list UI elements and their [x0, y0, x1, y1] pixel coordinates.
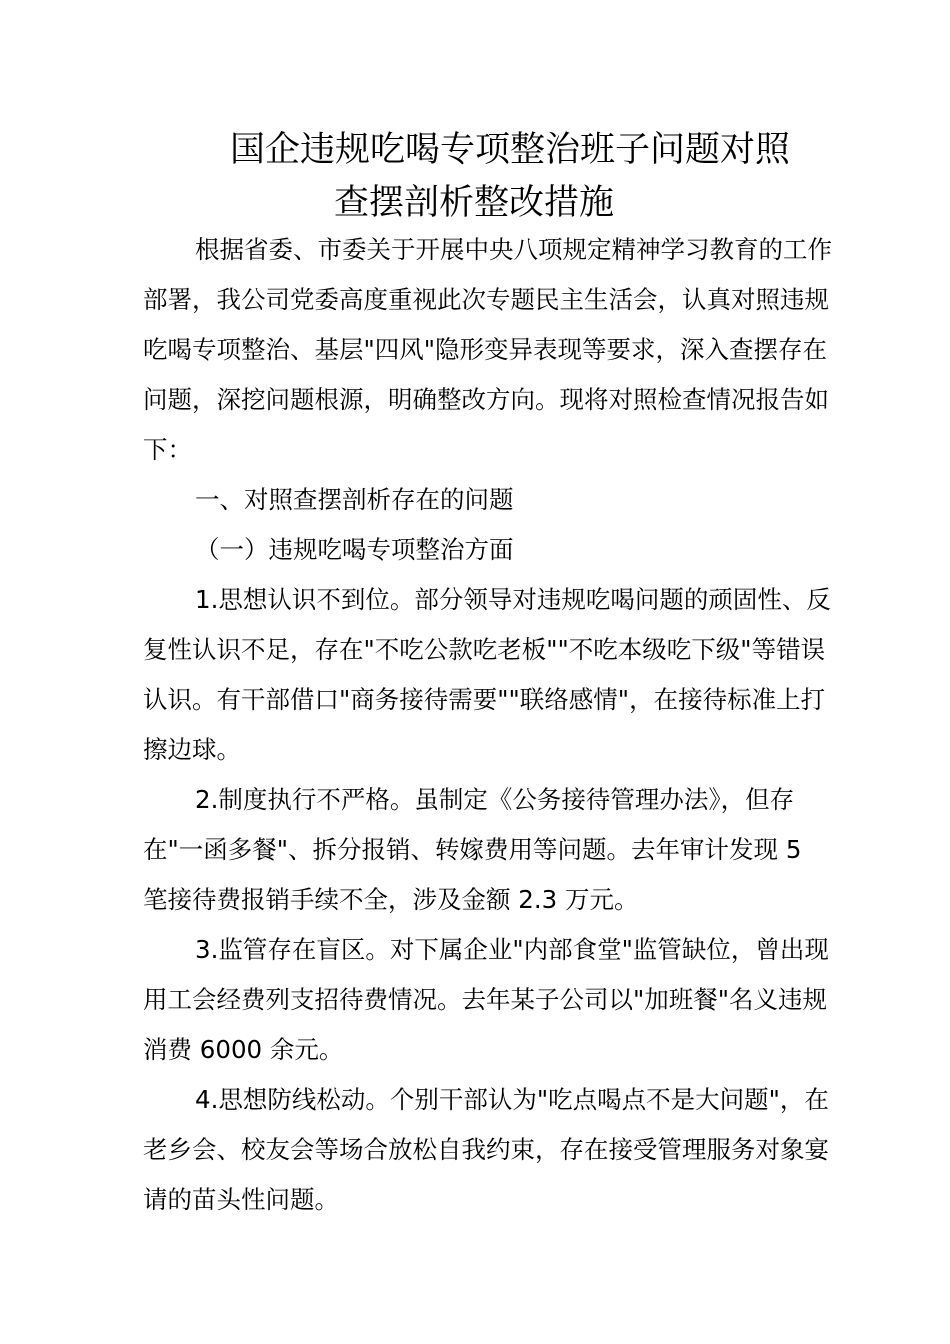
issue-paragraph-2: 2.制度执行不严格。虽制定《公务接待管理办法》，但存在"一函多餐"、拆分报销、转嫁费用等问题。去年审计发现 5 笔接待费报销手续不全，涉及金额 2.3 万元。: [143, 785, 802, 914]
intro-paragraph: 根据省委、市委关于开展中央八项规定精神学习教育的工作部署，我公司党委高度重视此次专题民主生活会，认真对照违规吃喝专项整治、基层"四风"隐形变异表现等要求，深入查摆存在问题，深挖问题根源，明确整改方向。现将对照检查情况报告如下：: [143, 235, 832, 464]
issue-paragraph-3: 3.监管存在盲区。对下属企业"内部食堂"监管缺位，曾出现用工会经费列支招待费情况。去年某子公司以"加班餐"名义违规消费 6000 余元。: [143, 935, 829, 1064]
issue-paragraph-1: 1.思想认识不到位。部分领导对违规吃喝问题的顽固性、反复性认识不足，存在"不吃公款吃老板""不吃本级吃下级"等错误认识。有干部借口"商务接待需要""联络感情"，在接待标准上打擦边球。: [143, 585, 831, 764]
issue-paragraph-4: 4.思想防线松动。个别干部认为"吃点喝点不是大问题"，在老乡会、校友会等场合放松自我约束，存在接受管理服务对象宴请的苗头性问题。: [143, 1085, 829, 1214]
subsection-heading: （一）违规吃喝专项整治方面: [195, 535, 514, 564]
document-title-line-2: 查摆剖析整改措施: [334, 183, 615, 223]
section-heading: 一、对照查摆剖析存在的问题: [195, 485, 514, 514]
document-title-line-1: 国企违规吃喝专项整治班子问题对照: [230, 130, 791, 170]
